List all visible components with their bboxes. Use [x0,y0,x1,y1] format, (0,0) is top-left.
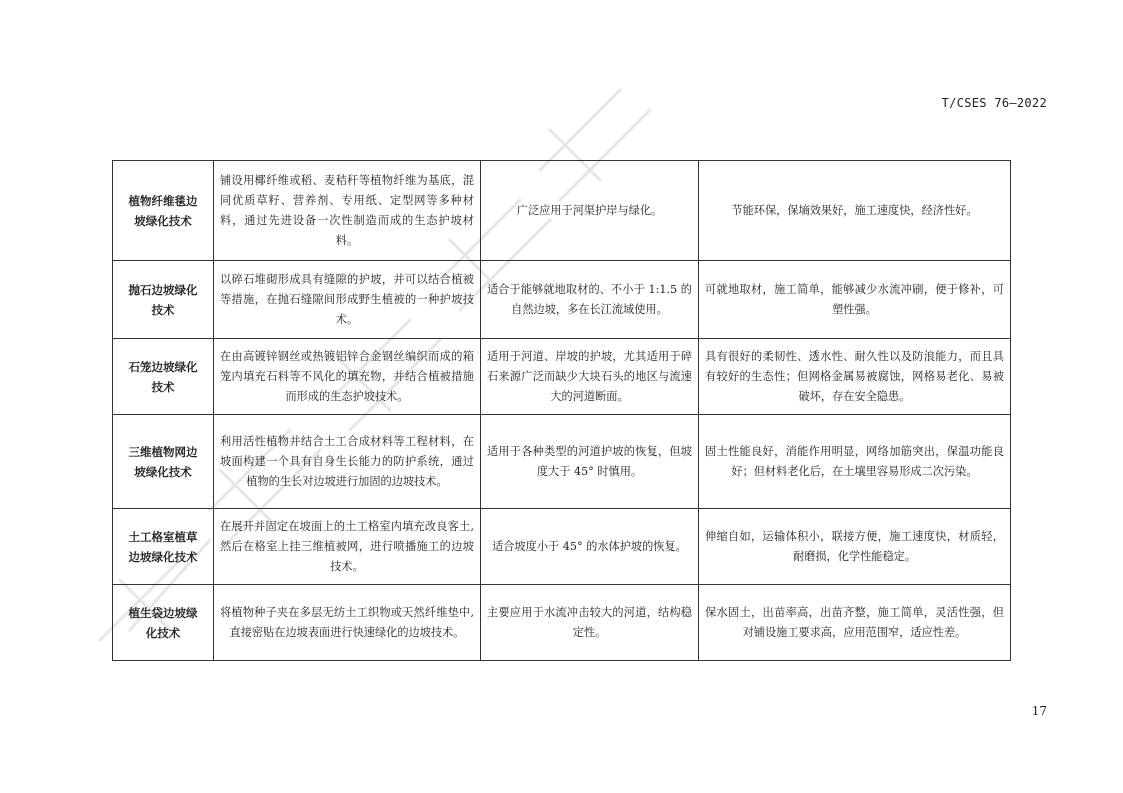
technology-name: 土工格室植草边坡绿化技术 [113,509,214,585]
table-row [113,339,1011,415]
technology-description: 将植物种子夹在多层无纺土工织物或天然纤维垫中,直接密贴在边坡表面进行快速绿化的边坡技术。 [214,585,481,661]
technology-name: 植生袋边坡绿化技术 [113,585,214,661]
technology-features: 节能环保，保墒效果好，施工速度快，经济性好。 [699,161,1011,261]
application-scope: 适合坡度小于 45° 的水体护坡的恢复。 [481,509,699,585]
technology-features: 可就地取材，施工简单，能够减少水流冲刷，便于修补，可塑性强。 [699,261,1011,339]
table-row [113,161,1011,261]
technology-description: 在展开并固定在坡面上的土工格室内填充改良客土,然后在格室上挂三维植被网，进行喷播施工的边坡技术。 [214,509,481,585]
technology-features: 固土性能良好，消能作用明显，网络加筋突出，保温功能良好；但材料老化后，在土壤里容易形成二次污染。 [699,415,1011,509]
table-row [113,415,1011,509]
application-scope: 适用于各种类型的河道护坡的恢复，但坡度大于 45° 时慎用。 [481,415,699,509]
technology-features: 具有很好的柔韧性、透水性、耐久性以及防浪能力，而且具有较好的生态性；但网格金属易被腐蚀，网格易老化、易被破坏，存在安全隐患。 [699,339,1011,415]
technology-table [112,160,1011,661]
technology-name: 石笼边坡绿化技术 [113,339,214,415]
technology-description: 铺设用椰纤维或稻、麦秸秆等植物纤维为基底，混同优质草籽、营养剂、专用纸、定型网等多种材料，通过先进设备一次性制造而成的生态护坡材料。 [214,161,481,261]
technology-features: 伸缩自如，运输体积小，联接方便，施工速度快，材质轻，耐磨损，化学性能稳定。 [699,509,1011,585]
document-code: T/CSES 76—2022 [941,96,1047,110]
application-scope: 主要应用于水流冲击较大的河道，结构稳定性。 [481,585,699,661]
technology-description: 以碎石堆砌形成具有缝隙的护坡，并可以结合植被等措施，在抛石缝隙间形成野生植被的一种护坡技术。 [214,261,481,339]
technology-description: 利用活性植物并结合土工合成材料等工程材料，在坡面构建一个具有自身生长能力的防护系统，通过植物的生长对边坡进行加固的边坡技术。 [214,415,481,509]
page-number: 17 [1031,704,1047,718]
table-row [113,261,1011,339]
application-scope: 适用于河道、岸坡的护坡，尤其适用于碎石来源广泛而缺少大块石头的地区与流速大的河道断面。 [481,339,699,415]
table-row [113,585,1011,661]
technology-name: 三维植物网边坡绿化技术 [113,415,214,509]
application-scope: 广泛应用于河渠护岸与绿化。 [481,161,699,261]
table-row [113,509,1011,585]
technology-name: 抛石边坡绿化技术 [113,261,214,339]
application-scope: 适合于能够就地取材的、不小于 1:1.5 的自然边坡，多在长江流域使用。 [481,261,699,339]
technology-features: 保水固土，出苗率高，出苗齐整，施工简单，灵活性强，但对铺设施工要求高，应用范围窄，适应性差。 [699,585,1011,661]
technology-name: 植物纤维毯边坡绿化技术 [113,161,214,261]
technology-description: 在由高镀锌钢丝或热镀铝锌合金钢丝编织而成的箱笼内填充石料等不风化的填充物，并结合植被措施而形成的生态护坡技术。 [214,339,481,415]
